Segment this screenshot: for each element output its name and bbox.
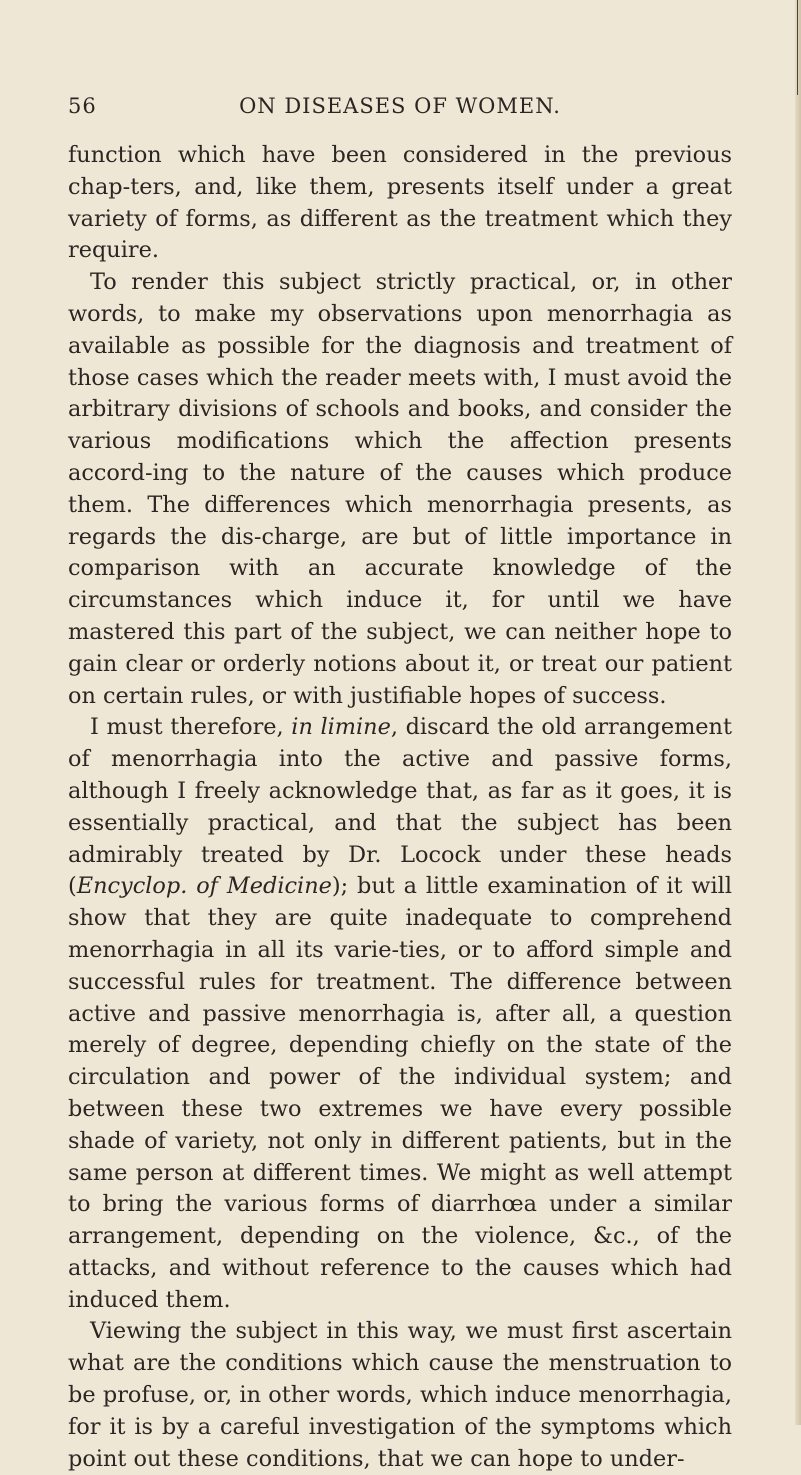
paragraph-3 [68, 712, 732, 1316]
body-text [68, 140, 732, 1475]
page-edge [795, 0, 801, 1425]
paragraph-2: To render this subject strictly practical, or, in other words, to make my observations upon menorrhagia as available as possible for the diagnosis and treatment of those cases which the reader meets with, I must avoid the arbitrary divisions of schools and books, and consider the various modifications which the affection presents accord-ing to the nature of the causes which produce them. The differences which menorrhagia presents, as regards the dis-charge, are but of little importance in comparison with an accurate knowledge of the circumstances which induce it, for until we have mastered this part of the subject, we can neither hope to gain clear or orderly notions about it, or treat our patient on certain rules, or with justifiable hopes of success. [68, 269, 732, 709]
paragraph-3-italic-encyclop: Encyclop. [76, 873, 188, 900]
paragraph-3-italic-in-limine: in limine [291, 714, 391, 741]
page-number: 56 [68, 94, 97, 118]
running-title: ON DISEASES OF WOMEN. [239, 94, 561, 118]
paragraph-3-text-a: I must therefore, [90, 714, 292, 741]
page-header [68, 94, 732, 126]
paragraph-3-text-c: ); but a little examination of it will show that they are quite inadequate to comprehend menorrhagia in all its varie-ties, or to afford simple and successful rules for treatment. The difference between active and passive menorrhagia is, after all, a question merely of degree, depending chiefly on the state of the circulation and power of the individual system; and between these two extremes we have every possible shade of variety, not only in different patients, but in the same person at different times. We might as well attempt to bring the various forms of diarrhœa under a similar arrangement, depending on the violence, &c., of the attacks, and without reference to the causes which had induced them. [68, 873, 732, 1313]
paragraph-3-italic-medicine: of Medicine [196, 873, 332, 900]
paragraph-3-text-b: , discard the old arrangement of menorrhagia into the active and passive forms, although I freely acknowledge that, as far as it goes, it is essentially practical, and that the subject has been admirably treated by Dr. Locock under these heads ( [68, 714, 732, 900]
paragraph-3-space [187, 873, 196, 899]
paragraph-4: Viewing the subject in this way, we must first ascertain what are the conditions which cause the menstruation to be profuse, or, in other words, which induce menorrhagia, for it is by a careful investigation of the symptoms which point out these conditions, that we can hope to under- [68, 1318, 732, 1472]
paragraph-1: function which have been considered in the previous chap-ters, and, like them, presents itself under a great variety of forms, as different as the treatment which they require. [68, 142, 732, 264]
